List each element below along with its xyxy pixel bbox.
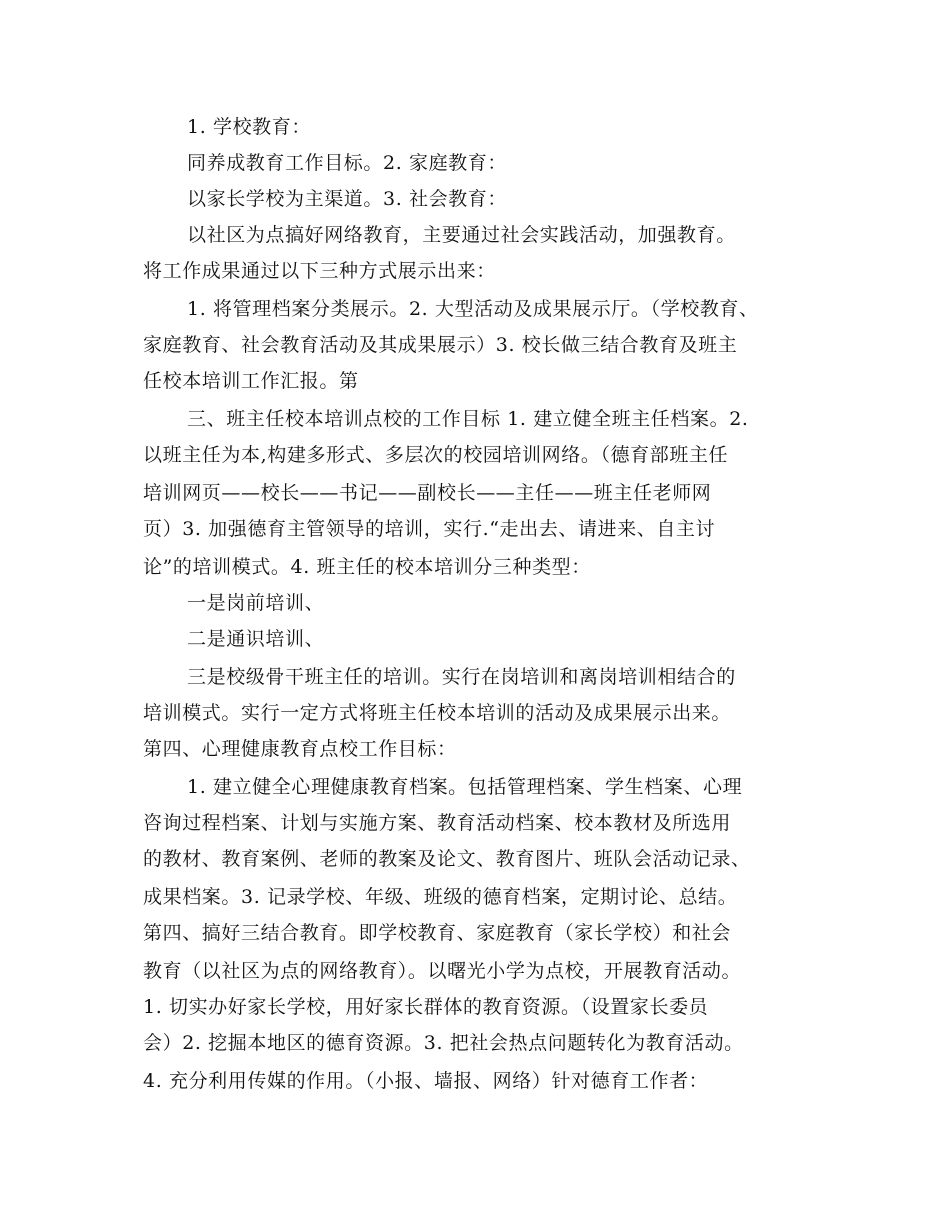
text-line: 家庭教育、社会教育活动及其成果展示）3. 校长做三结合教育及班主 — [143, 334, 738, 356]
text-line: 成果档案。3. 记录学校、年级、班级的德育档案，定期讨论、总结。 — [143, 886, 738, 908]
text-line: 论”的培训模式。4. 班主任的校本培训分三种类型： — [143, 556, 591, 578]
text-line: 同养成教育工作目标。2. 家庭教育： — [187, 152, 507, 174]
text-line: 第四、搞好三结合教育。即学校教育、家庭教育（家长学校）和社会 — [143, 922, 732, 944]
text-line: 以班主任为本,构建多形式、多层次的校园培训网络。（德育部班主任 — [143, 444, 729, 466]
text-line: 页）3. 加强德育主管领导的培训，实行.“走出去、请进来、自主讨 — [143, 518, 716, 540]
text-line: 4. 充分利用传媒的作用。（小报、墙报、网络）针对德育工作者： — [143, 1070, 709, 1092]
text-line: 以家长学校为主渠道。3. 社会教育： — [187, 188, 507, 210]
text-line: 三是校级骨干班主任的培训。实行在岗培训和离岗培训相结合的 — [187, 666, 736, 688]
text-line: 会）2. 挖掘本地区的德育资源。3. 把社会热点问题转化为教育活动。 — [143, 1032, 744, 1054]
text-line: 二是通识培训、 — [187, 628, 325, 650]
text-line: 将工作成果通过以下三种方式展示出来： — [143, 260, 496, 282]
text-line: 咨询过程档案、计划与实施方案、教育活动档案、校本教材及所选用 — [143, 812, 732, 834]
text-line: 1. 将管理档案分类展示。2. 大型活动及成果展示厅。（学校教育、 — [187, 298, 759, 320]
text-line: 的教材、教育案例、老师的教案及论文、教育图片、班队会活动记录、 — [143, 848, 751, 870]
text-line: 培训模式。实行一定方式将班主任校本培训的活动及成果展示出来。 — [143, 702, 732, 724]
text-line: 以社区为点搞好网络教育，主要通过社会实践活动，加强教育。 — [187, 224, 736, 246]
text-line: 三、班主任校本培训点校的工作目标 1. 建立健全班主任档案。2. — [187, 408, 749, 430]
text-line: 1. 切实办好家长学校，用好家长群体的教育资源。（设置家长委员 — [143, 996, 709, 1018]
text-line: 1. 学校教育： — [187, 116, 311, 138]
text-line: 1. 建立健全心理健康教育档案。包括管理档案、学生档案、心理 — [187, 776, 743, 798]
text-line: 任校本培训工作汇报。第 — [143, 370, 359, 392]
text-line: 教育（以社区为点的网络教育）。以曙光小学为点校，开展教育活动。 — [143, 960, 742, 982]
text-line: 第四、心理健康教育点校工作目标： — [143, 738, 457, 760]
text-line: 培训网页——校长——书记——副校长——主任——班主任老师网 — [143, 482, 712, 504]
text-line: 一是岗前培训、 — [187, 592, 325, 614]
